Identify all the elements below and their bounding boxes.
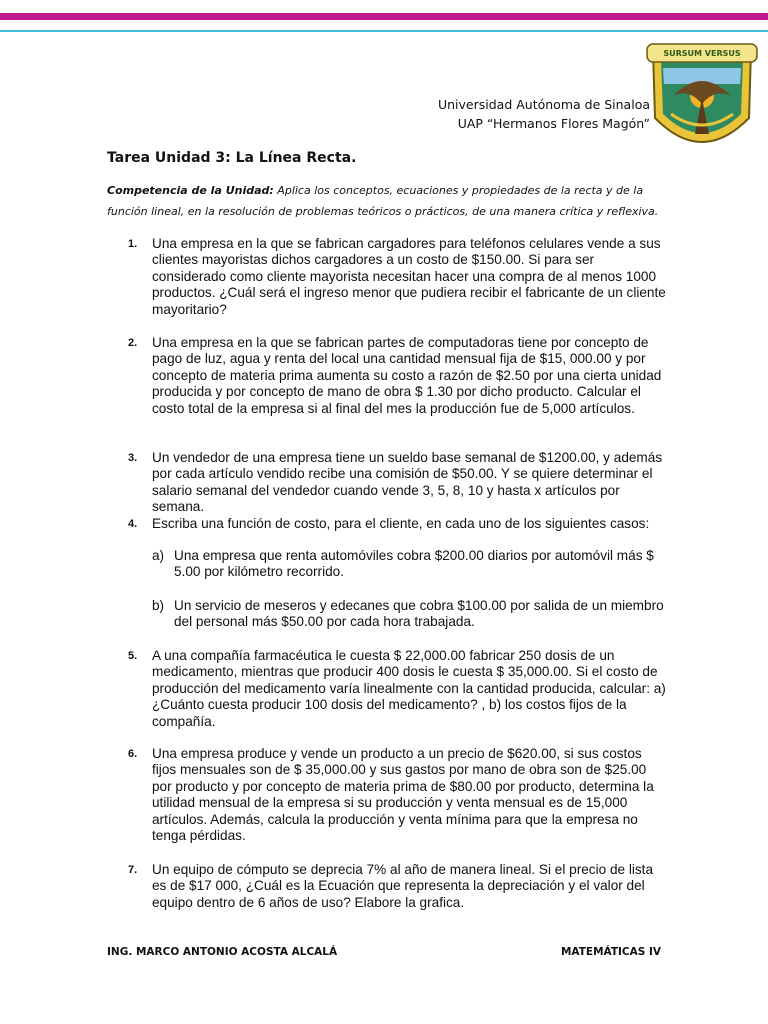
competencia-paragraph	[107, 180, 667, 222]
footer-course: MATEMÁTICAS IV	[560, 946, 661, 958]
competencia-text: Aplica los conceptos, ecuaciones y propiedades de la recta y de la función lineal, en la resolución de problemas teóricos o prácticos, de una manera crítica y reflexiva.	[107, 184, 659, 218]
competencia-label: Competencia de la Unidad:	[107, 184, 274, 197]
subitem-a	[152, 548, 668, 581]
header-teal-line	[0, 30, 768, 32]
problem-1	[128, 236, 668, 318]
page-title: Tarea Unidad 3: La Línea Recta.	[107, 150, 357, 166]
university-name: Universidad Autónoma de Sinaloa	[437, 97, 650, 112]
subitem-label: b)	[152, 598, 165, 613]
university-seal-icon	[643, 38, 761, 162]
problem-text: Una empresa produce y vende un producto a un precio de $620.00, si sus costos fijos mensuales son de $ 35,000.00 y sus gastos por mano de obra son de $25.00 por producto y por concepto de materia prima de $80.00 por producto, determina la utilidad mensual de la empresa si su producción y venta mensual es de 15,000 artículos. Además, calcula la producción y venta mínima para que la empresa no tenga pérdidas.	[152, 746, 654, 844]
problem-3	[128, 450, 668, 516]
problem-number: 2.	[128, 337, 138, 349]
seal-banner-text: SURSUM VERSUS	[663, 49, 741, 58]
subitem-text: Una empresa que renta automóviles cobra $200.00 diarios por automóvil más $ 5.00 por kilómetro recorrido.	[174, 548, 654, 580]
footer-author: ING. MARCO ANTONIO ACOSTA ALCALÁ	[107, 946, 338, 958]
problem-number: 3.	[128, 452, 138, 464]
problem-6	[128, 746, 668, 844]
campus-name: UAP “Hermanos Flores Magón”	[457, 116, 650, 131]
subitem-b	[152, 598, 668, 631]
problem-text: Un equipo de cómputo se deprecia 7% al año de manera lineal. Si el precio de lista es de $17 000, ¿Cuál es la Ecuación que representa la depreciación y el valor del equipo dentro de 6 años de uso? Elabore la grafica.	[152, 862, 654, 910]
problem-text: Escriba una función de costo, para el cliente, en cada uno de los siguientes casos:	[152, 516, 650, 531]
problem-text: Un vendedor de una empresa tiene un sueldo base semanal de $1200.00, y además por cada artículo vendido recibe una comisión de $50.00. Y se quiere determinar el salario semanal del vendedor cuando vende 3, 5, 8, 10 y hasta x artículos por semana.	[152, 450, 663, 515]
problem-4	[128, 516, 668, 532]
problem-number: 6.	[128, 748, 138, 760]
subitem-label: a)	[152, 548, 165, 563]
header-magenta-bar	[0, 13, 768, 20]
problem-number: 4.	[128, 518, 138, 530]
problem-number: 1.	[128, 238, 138, 250]
problem-text: Una empresa en la que se fabrican cargadores para teléfonos celulares vende a sus clientes mayoristas dichos cargadores a un costo de $150.00. Si para ser considerado como cliente mayorista necesitan hacer una compra de al menos 1000 productos. ¿Cuál será el ingreso menor que pudiera recibir el fabricante de un cliente mayoritario?	[152, 236, 666, 317]
problem-text: A una compañía farmacéutica le cuesta $ 22,000.00 fabricar 250 dosis de un medicamento, mientras que producir 400 dosis le cuesta $ 35,000.00. Si el costo de producción del medicamento varía linealmente con la cantidad producida, calcular: a) ¿Cuánto cuesta producir 100 dosis del medicamento? , b) los costos fijos de la compañía.	[152, 648, 666, 729]
problem-text: Una empresa en la que se fabrican partes de computadoras tiene por concepto de pago de luz, agua y renta del local una cantidad mensual fija de $15, 000.00 y por concepto de materia prima aumenta su costo a razón de $2.50 por una cierta unidad producida y por concepto de mano de obra $ 1.30 por dicho producto. Calcular el costo total de la empresa si al final del mes la producción fue de 5,000 artículos.	[152, 335, 662, 416]
subitem-text: Un servicio de meseros y edecanes que cobra $100.00 por salida de un miembro del personal más $50.00 por cada hora trabajada.	[174, 598, 664, 630]
university-header	[438, 95, 650, 133]
problem-5	[128, 648, 668, 730]
problem-number: 7.	[128, 864, 138, 876]
problem-2	[128, 335, 668, 417]
problem-number: 5.	[128, 650, 138, 662]
problem-7	[128, 862, 668, 911]
